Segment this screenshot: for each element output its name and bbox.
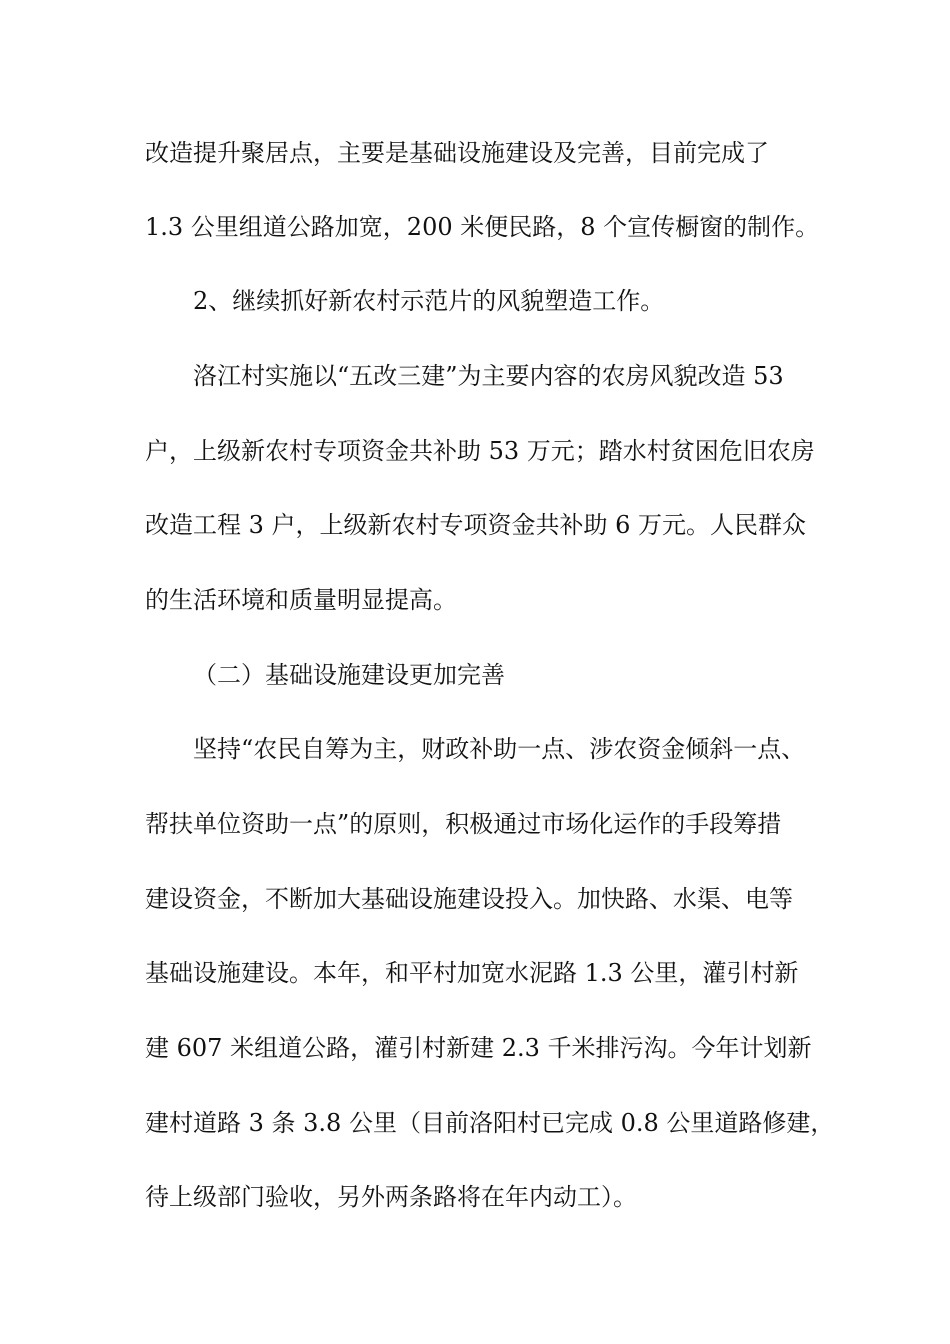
paragraph-line: 待上级部门验收，另外两条路将在年内动工）。 [145, 1183, 637, 1211]
paragraph-line: 改造工程 3 户，上级新农村专项资金共补助 6 万元。人民群众 [145, 511, 807, 539]
paragraph-line: 洛江村实施以“五改三建”为主要内容的农房风貌改造 53 [193, 362, 784, 390]
paragraph-line: 的生活环境和质量明显提高。 [145, 586, 457, 614]
paragraph-line: 坚持“农民自筹为主，财政补助一点、涉农资金倾斜一点、 [193, 735, 806, 763]
paragraph-line: 建设资金，不断加大基础设施建设投入。加快路、水渠、电等 [145, 885, 793, 913]
section-heading: 2、继续抓好新农村示范片的风貌塑造工作。 [193, 287, 665, 315]
paragraph-line: 帮扶单位资助一点”的原则，积极通过市场化运作的手段筹措 [145, 810, 782, 838]
paragraph-line: 改造提升聚居点，主要是基础设施建设及完善，目前完成了 [145, 139, 769, 167]
paragraph-line: 建村道路 3 条 3.8 公里（目前洛阳村已完成 0.8 公里道路修建， [145, 1109, 835, 1137]
paragraph-line: 户，上级新农村专项资金共补助 53 万元；踏水村贫困危旧农房 [145, 437, 815, 465]
paragraph-line: 1.3 公里组道公路加宽，200 米便民路，8 个宣传橱窗的制作。 [145, 213, 820, 241]
paragraph-line: 基础设施建设。本年，和平村加宽水泥路 1.3 公里，灌引村新 [145, 959, 799, 987]
paragraph-line: 建 607 米组道公路，灌引村新建 2.3 千米排污沟。今年计划新 [145, 1034, 812, 1062]
section-heading: （二）基础设施建设更加完善 [193, 661, 505, 689]
